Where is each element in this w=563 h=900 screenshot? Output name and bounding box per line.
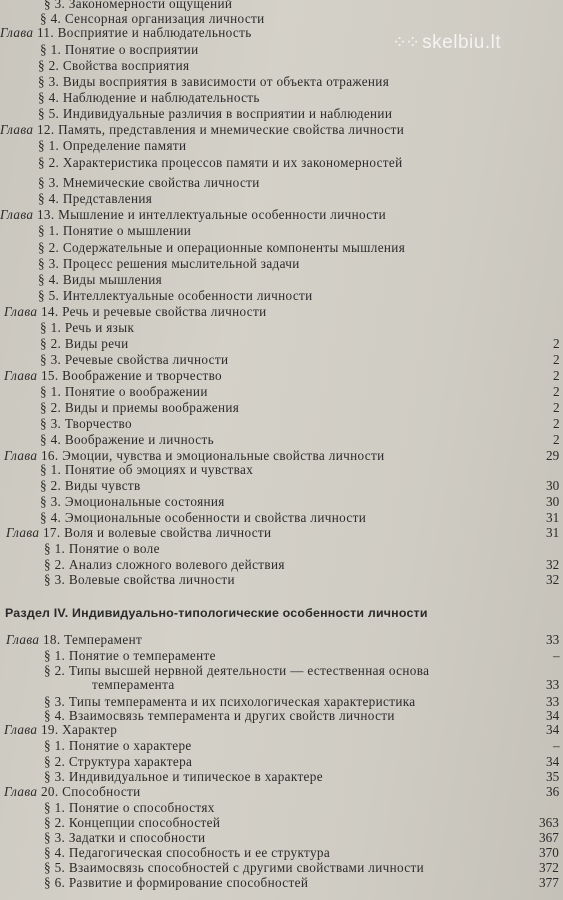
paragraph-entry [0, 478, 563, 493]
paragraph-entry [0, 106, 563, 121]
chapter-label: Глава [0, 25, 34, 40]
page-number: 29 [546, 448, 560, 463]
entry-title: § 1. Определение памяти [38, 138, 187, 153]
paragraph-entry [0, 416, 563, 431]
entry-title: § 1. Понятие об эмоциях и чувствах [40, 462, 254, 477]
paragraph-entry [0, 830, 563, 845]
page-number: 30 [546, 478, 560, 493]
entry-title: 11. Восприятие и наблюдательность [33, 25, 252, 40]
entry-title: 12. Память, представления и мнемические свойства личности [33, 122, 405, 137]
page-number: 2 [553, 400, 560, 415]
page-number: 35 [546, 769, 560, 784]
page-number: – [553, 648, 560, 663]
page-number: 377 [539, 875, 559, 890]
paragraph-entry [0, 462, 563, 477]
entry-title: § 3. Индивидуальное и типическое в характере [44, 769, 323, 784]
paragraph-entry [0, 694, 563, 709]
paragraph-entry [0, 155, 563, 170]
paragraph-entry [0, 845, 563, 860]
paragraph-entry [0, 400, 563, 415]
paragraph-entry [0, 175, 563, 190]
paragraph-entry [0, 875, 563, 890]
chapter-entry [0, 722, 563, 737]
chapter-label: Глава [4, 304, 38, 319]
chapter-label: Глава [6, 632, 40, 647]
paragraph-entry [0, 223, 563, 238]
entry-title: § 3. Творчество [40, 416, 132, 431]
section-heading: Раздел IV. Индивидуально-типологические особенности личности [5, 606, 428, 620]
page-number: 31 [546, 510, 560, 525]
entry-title: § 1. Понятие о характере [44, 738, 192, 753]
page-number: 32 [546, 557, 560, 572]
paragraph-entry [0, 0, 563, 11]
chapter-label: Глава [0, 207, 34, 222]
entry-title: § 2. Концепции способностей [44, 815, 221, 830]
entry-title: § 2. Анализ сложного волевого действия [44, 557, 285, 572]
chapter-label: Глава [4, 784, 38, 799]
paragraph-entry [0, 138, 563, 153]
entry-title: § 2. Структура характера [44, 754, 193, 769]
entry-title: § 5. Взаимосвязь способностей с другими свойствами личности [44, 860, 425, 875]
entry-title: 18. Темперамент [39, 632, 143, 647]
paragraph-entry [0, 288, 563, 303]
paragraph-entry [0, 256, 563, 271]
page-number: 2 [553, 416, 560, 431]
paragraph-entry [0, 510, 563, 525]
page-number: 34 [546, 722, 560, 737]
paragraph-entry [0, 432, 563, 447]
paragraph-entry [0, 272, 563, 287]
page-number: 33 [546, 677, 560, 692]
entry-title: § 6. Развитие и формирование способностей [44, 875, 309, 890]
page-number: 367 [539, 830, 559, 845]
chapter-entry [0, 525, 563, 540]
entry-title: § 3. Типы темперамента и их психологическая характеристика [44, 694, 416, 709]
entry-title: § 4. Виды мышления [38, 272, 163, 287]
page-number: 363 [539, 815, 559, 830]
page-number: 34 [546, 754, 560, 769]
page-number: 2 [553, 432, 560, 447]
entry-title: 15. Воображение и творчество [37, 368, 222, 383]
entry-title: 20. Способности [37, 784, 141, 799]
entry-title: § 3. Закономерности ощущений [44, 0, 233, 11]
chapter-label: Глава [0, 122, 34, 137]
entry-title: § 4. Педагогическая способность и ее структура [44, 845, 331, 860]
page-number: – [553, 738, 560, 753]
page-number: 2 [553, 384, 560, 399]
chapter-entry [0, 448, 563, 463]
entry-title: § 5. Индивидуальные различия в восприятии и наблюдении [38, 106, 393, 121]
paragraph-entry [0, 557, 563, 572]
entry-title: 16. Эмоции, чувства и эмоциональные свойства личности [37, 448, 385, 463]
paragraph-entry [0, 240, 563, 255]
entry-title: § 2. Виды речи [40, 336, 129, 351]
paragraph-entry [0, 677, 563, 692]
page-number: 370 [539, 845, 559, 860]
chapter-entry [0, 304, 563, 319]
page-number: 30 [546, 494, 560, 509]
paragraph-entry [0, 352, 563, 367]
entry-title: § 4. Наблюдение и наблюдательность [38, 90, 260, 105]
paragraph-entry [0, 74, 563, 89]
paragraph-entry [0, 663, 563, 678]
entry-title: § 1. Речь и язык [40, 320, 135, 335]
paragraph-entry [0, 572, 563, 587]
paragraph-entry [0, 815, 563, 830]
paragraph-entry [0, 754, 563, 769]
entry-title: § 3. Речевые свойства личности [40, 352, 229, 367]
entry-title: § 2. Виды и приемы воображения [40, 400, 240, 415]
entry-title: § 4. Представления [38, 191, 153, 206]
paragraph-entry [0, 58, 563, 73]
page-number: 2 [553, 352, 560, 367]
paragraph-entry [0, 384, 563, 399]
page-number: 36 [546, 784, 560, 799]
watermark: ⁘⁘ skelbiu.lt [392, 32, 502, 53]
chapter-entry [0, 122, 563, 137]
paragraph-entry [0, 769, 563, 784]
paragraph-entry [0, 738, 563, 753]
chapter-label: Глава [6, 525, 40, 540]
entry-title: § 4. Воображение и личность [40, 432, 214, 447]
paragraph-entry [0, 800, 563, 815]
paragraph-entry [0, 708, 563, 723]
entry-title: § 2. Свойства восприятия [38, 58, 190, 73]
paragraph-entry [0, 191, 563, 206]
page-number: 33 [546, 632, 560, 647]
entry-title: § 4. Взаимосвязь темперамента и других свойств личности [44, 708, 395, 723]
entry-title: § 4. Эмоциональные особенности и свойства личности [40, 510, 367, 525]
chapter-entry [0, 632, 563, 647]
page-number: 31 [546, 525, 560, 540]
entry-title: § 4. Сенсорная организация личности [40, 11, 265, 26]
watermark-logo-icon: ⁘⁘ [392, 32, 419, 52]
paragraph-entry [0, 494, 563, 509]
entry-title: темперамента [92, 677, 175, 692]
paragraph-entry [0, 11, 563, 26]
chapter-label: Глава [4, 368, 38, 383]
entry-title: § 2. Содержательные и операционные компоненты мышления [38, 240, 406, 255]
paragraph-entry [0, 541, 563, 556]
entry-title: § 3. Волевые свойства личности [44, 572, 235, 587]
chapter-entry [0, 784, 563, 799]
chapter-entry [0, 207, 563, 222]
entry-title: § 3. Задатки и способности [44, 830, 206, 845]
entry-title: § 1. Понятие о способностях [44, 800, 215, 815]
entry-title: § 3. Эмоциональные состояния [40, 494, 225, 509]
paragraph-entry [0, 320, 563, 335]
entry-title: § 2. Виды чувств [40, 478, 141, 493]
entry-title: § 3. Виды восприятия в зависимости от объекта отражения [38, 74, 390, 89]
page-number: 2 [553, 336, 560, 351]
entry-title: § 2. Характеристика процессов памяти и их закономерностей [38, 155, 403, 170]
paragraph-entry [0, 90, 563, 105]
entry-title: 13. Мышление и интеллектуальные особенности личности [33, 207, 387, 222]
entry-title: 17. Воля и волевые свойства личности [39, 525, 272, 540]
page-number: 33 [546, 694, 560, 709]
entry-title: § 5. Интеллектуальные особенности личности [38, 288, 313, 303]
entry-title: 14. Речь и речевые свойства личности [37, 304, 267, 319]
page-number: 32 [546, 572, 560, 587]
entry-title: § 3. Процесс решения мыслительной задачи [38, 256, 300, 271]
entry-title: § 1. Понятие о воле [44, 541, 160, 556]
entry-title: § 1. Понятие о восприятии [40, 42, 199, 57]
entry-title: 19. Характер [37, 722, 118, 737]
entry-title: § 1. Понятие о темпераменте [44, 648, 216, 663]
paragraph-entry [0, 336, 563, 351]
entry-title: § 2. Типы высшей нервной деятельности — естественная основа [44, 663, 430, 678]
chapter-label: Глава [4, 722, 38, 737]
entry-title: § 1. Понятие о мышлении [38, 223, 192, 238]
entry-title: § 3. Мнемические свойства личности [38, 175, 260, 190]
page-number: 2 [553, 368, 560, 383]
entry-title: § 1. Понятие о воображении [40, 384, 208, 399]
chapter-entry [0, 368, 563, 383]
paragraph-entry [0, 860, 563, 875]
page-number: 372 [539, 860, 559, 875]
paragraph-entry [0, 648, 563, 663]
page-number: 34 [546, 708, 560, 723]
chapter-label: Глава [4, 448, 38, 463]
